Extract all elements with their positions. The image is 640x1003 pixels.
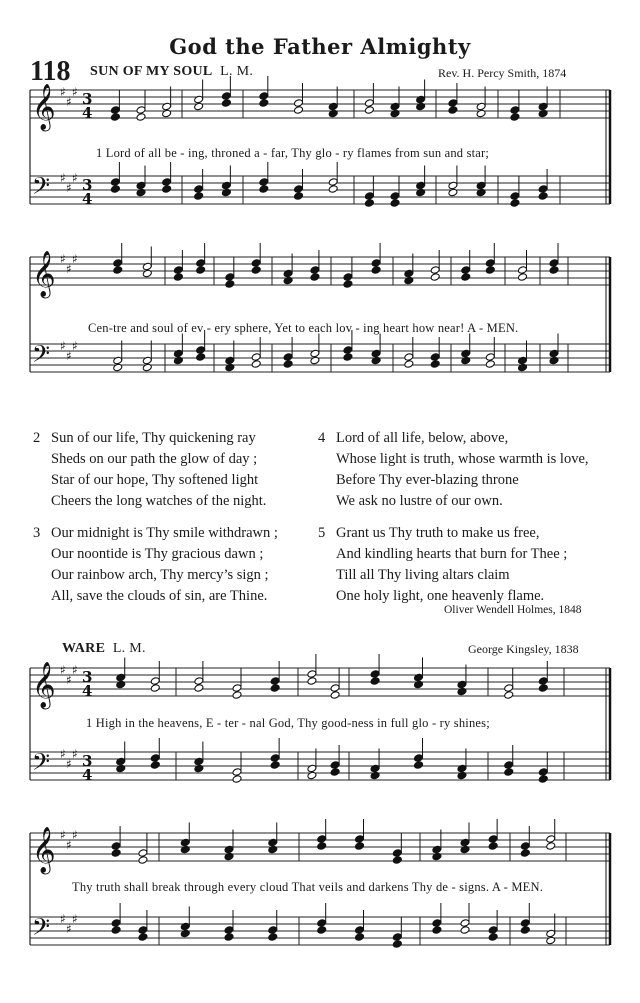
tune-title: SUN OF MY SOUL <box>90 64 213 79</box>
hymn-number: 118 <box>30 56 71 87</box>
verse-line: Our rainbow arch, Thy mercy’s sign ; <box>51 567 269 583</box>
verse-number: 2 <box>33 430 41 446</box>
tune-meter: L. M. <box>112 641 146 656</box>
verse-line: Our midnight is Thy smile withdrawn ; <box>51 525 278 541</box>
svg-text:4: 4 <box>82 104 93 122</box>
verse-line: And kindling hearts that burn for Thee ; <box>336 546 568 562</box>
svg-text:♯: ♯ <box>72 252 78 266</box>
svg-text:♯: ♯ <box>60 747 66 761</box>
svg-text:4: 4 <box>82 682 93 700</box>
tune-meter: L. M. <box>220 64 254 79</box>
svg-text:3: 3 <box>82 90 93 108</box>
svg-text:♯: ♯ <box>60 85 66 99</box>
svg-text:𝄞: 𝄞 <box>32 251 56 297</box>
verse-number: 5 <box>318 525 326 541</box>
svg-text:♯: ♯ <box>72 912 78 926</box>
svg-text:♯: ♯ <box>72 747 78 761</box>
svg-text:♯: ♯ <box>66 757 72 771</box>
svg-text:♯: ♯ <box>60 252 66 266</box>
svg-text:4: 4 <box>82 766 93 784</box>
svg-text:♯: ♯ <box>66 673 72 687</box>
svg-text:♯: ♯ <box>72 171 78 185</box>
tune-title: WARE <box>62 641 106 656</box>
composer-credit: Rev. H. Percy Smith, 1874 <box>438 66 567 80</box>
lyric-line: Cen-tre and soul of ev - ery sphere, Yet to each lov - ing heart how near! A - MEN. <box>88 321 519 335</box>
svg-text:𝄢: 𝄢 <box>32 172 51 205</box>
section-header: God the Father Almighty <box>169 34 471 59</box>
lyric-line: Thy truth shall break through every cloud That veils and darkens Thy de - signs. A - MEN. <box>72 880 544 894</box>
svg-text:♯: ♯ <box>60 912 66 926</box>
verse-line: One holy light, one heavenly flame. <box>336 588 545 604</box>
svg-text:𝄢: 𝄢 <box>32 748 51 781</box>
verse-number: 3 <box>33 525 41 541</box>
text-author-credit: Oliver Wendell Holmes, 1848 <box>444 604 582 616</box>
svg-text:♯: ♯ <box>60 339 66 353</box>
svg-text:𝄞: 𝄞 <box>32 84 56 130</box>
svg-text:♯: ♯ <box>66 262 72 276</box>
verse-line: Sun of our life, Thy quickening ray <box>51 430 256 446</box>
svg-text:♯: ♯ <box>72 85 78 99</box>
svg-text:♯: ♯ <box>66 95 72 109</box>
verse-line: Before Thy ever-blazing throne <box>336 472 519 488</box>
svg-text:𝄢: 𝄢 <box>32 913 51 946</box>
svg-text:♯: ♯ <box>60 171 66 185</box>
svg-text:♯: ♯ <box>60 663 66 677</box>
svg-text:3: 3 <box>82 752 93 770</box>
verse-line: Grant us Thy truth to make us free, <box>336 525 540 541</box>
composer-credit: George Kingsley, 1838 <box>468 642 579 656</box>
svg-text:𝄢: 𝄢 <box>32 340 51 373</box>
svg-text:𝄞: 𝄞 <box>32 827 56 873</box>
verse-5 <box>318 523 567 607</box>
svg-text:♯: ♯ <box>72 663 78 677</box>
svg-text:3: 3 <box>82 176 93 194</box>
lyric-line: 1 High in the heavens, E - ter - nal God, Thy good-ness in full glo - ry shines; <box>86 716 490 730</box>
verse-4 <box>318 428 589 512</box>
verse-line: Sheds on our path the glow of day ; <box>51 451 258 467</box>
verse-line: We ask no lustre of our own. <box>336 493 503 509</box>
svg-text:♯: ♯ <box>60 828 66 842</box>
svg-text:♯: ♯ <box>72 339 78 353</box>
svg-text:4: 4 <box>82 190 93 208</box>
verse-line: Cheers the long watches of the night. <box>51 493 267 509</box>
svg-text:𝄞: 𝄞 <box>32 662 56 708</box>
svg-text:♯: ♯ <box>66 838 72 852</box>
svg-text:♯: ♯ <box>66 922 72 936</box>
verse-number: 4 <box>318 430 326 446</box>
verse-line: Till all Thy living altars claim <box>336 567 510 583</box>
verse-2 <box>33 428 266 512</box>
svg-text:♯: ♯ <box>72 828 78 842</box>
verse-line: All, save the clouds of sin, are Thine. <box>51 588 268 604</box>
verse-3 <box>33 523 278 607</box>
verse-line: Star of our hope, Thy softened light <box>51 472 259 488</box>
verse-line: Whose light is truth, whose warmth is love, <box>336 451 589 467</box>
svg-text:♯: ♯ <box>66 349 72 363</box>
verse-line: Lord of all life, below, above, <box>336 430 509 446</box>
svg-text:♯: ♯ <box>66 181 72 195</box>
lyric-line: 1 Lord of all be - ing, throned a - far, Thy glo - ry flames from sun and star; <box>96 146 490 160</box>
svg-text:3: 3 <box>82 668 93 686</box>
verse-line: Our noontide is Thy gracious dawn ; <box>51 546 264 562</box>
tune-name <box>62 641 146 657</box>
